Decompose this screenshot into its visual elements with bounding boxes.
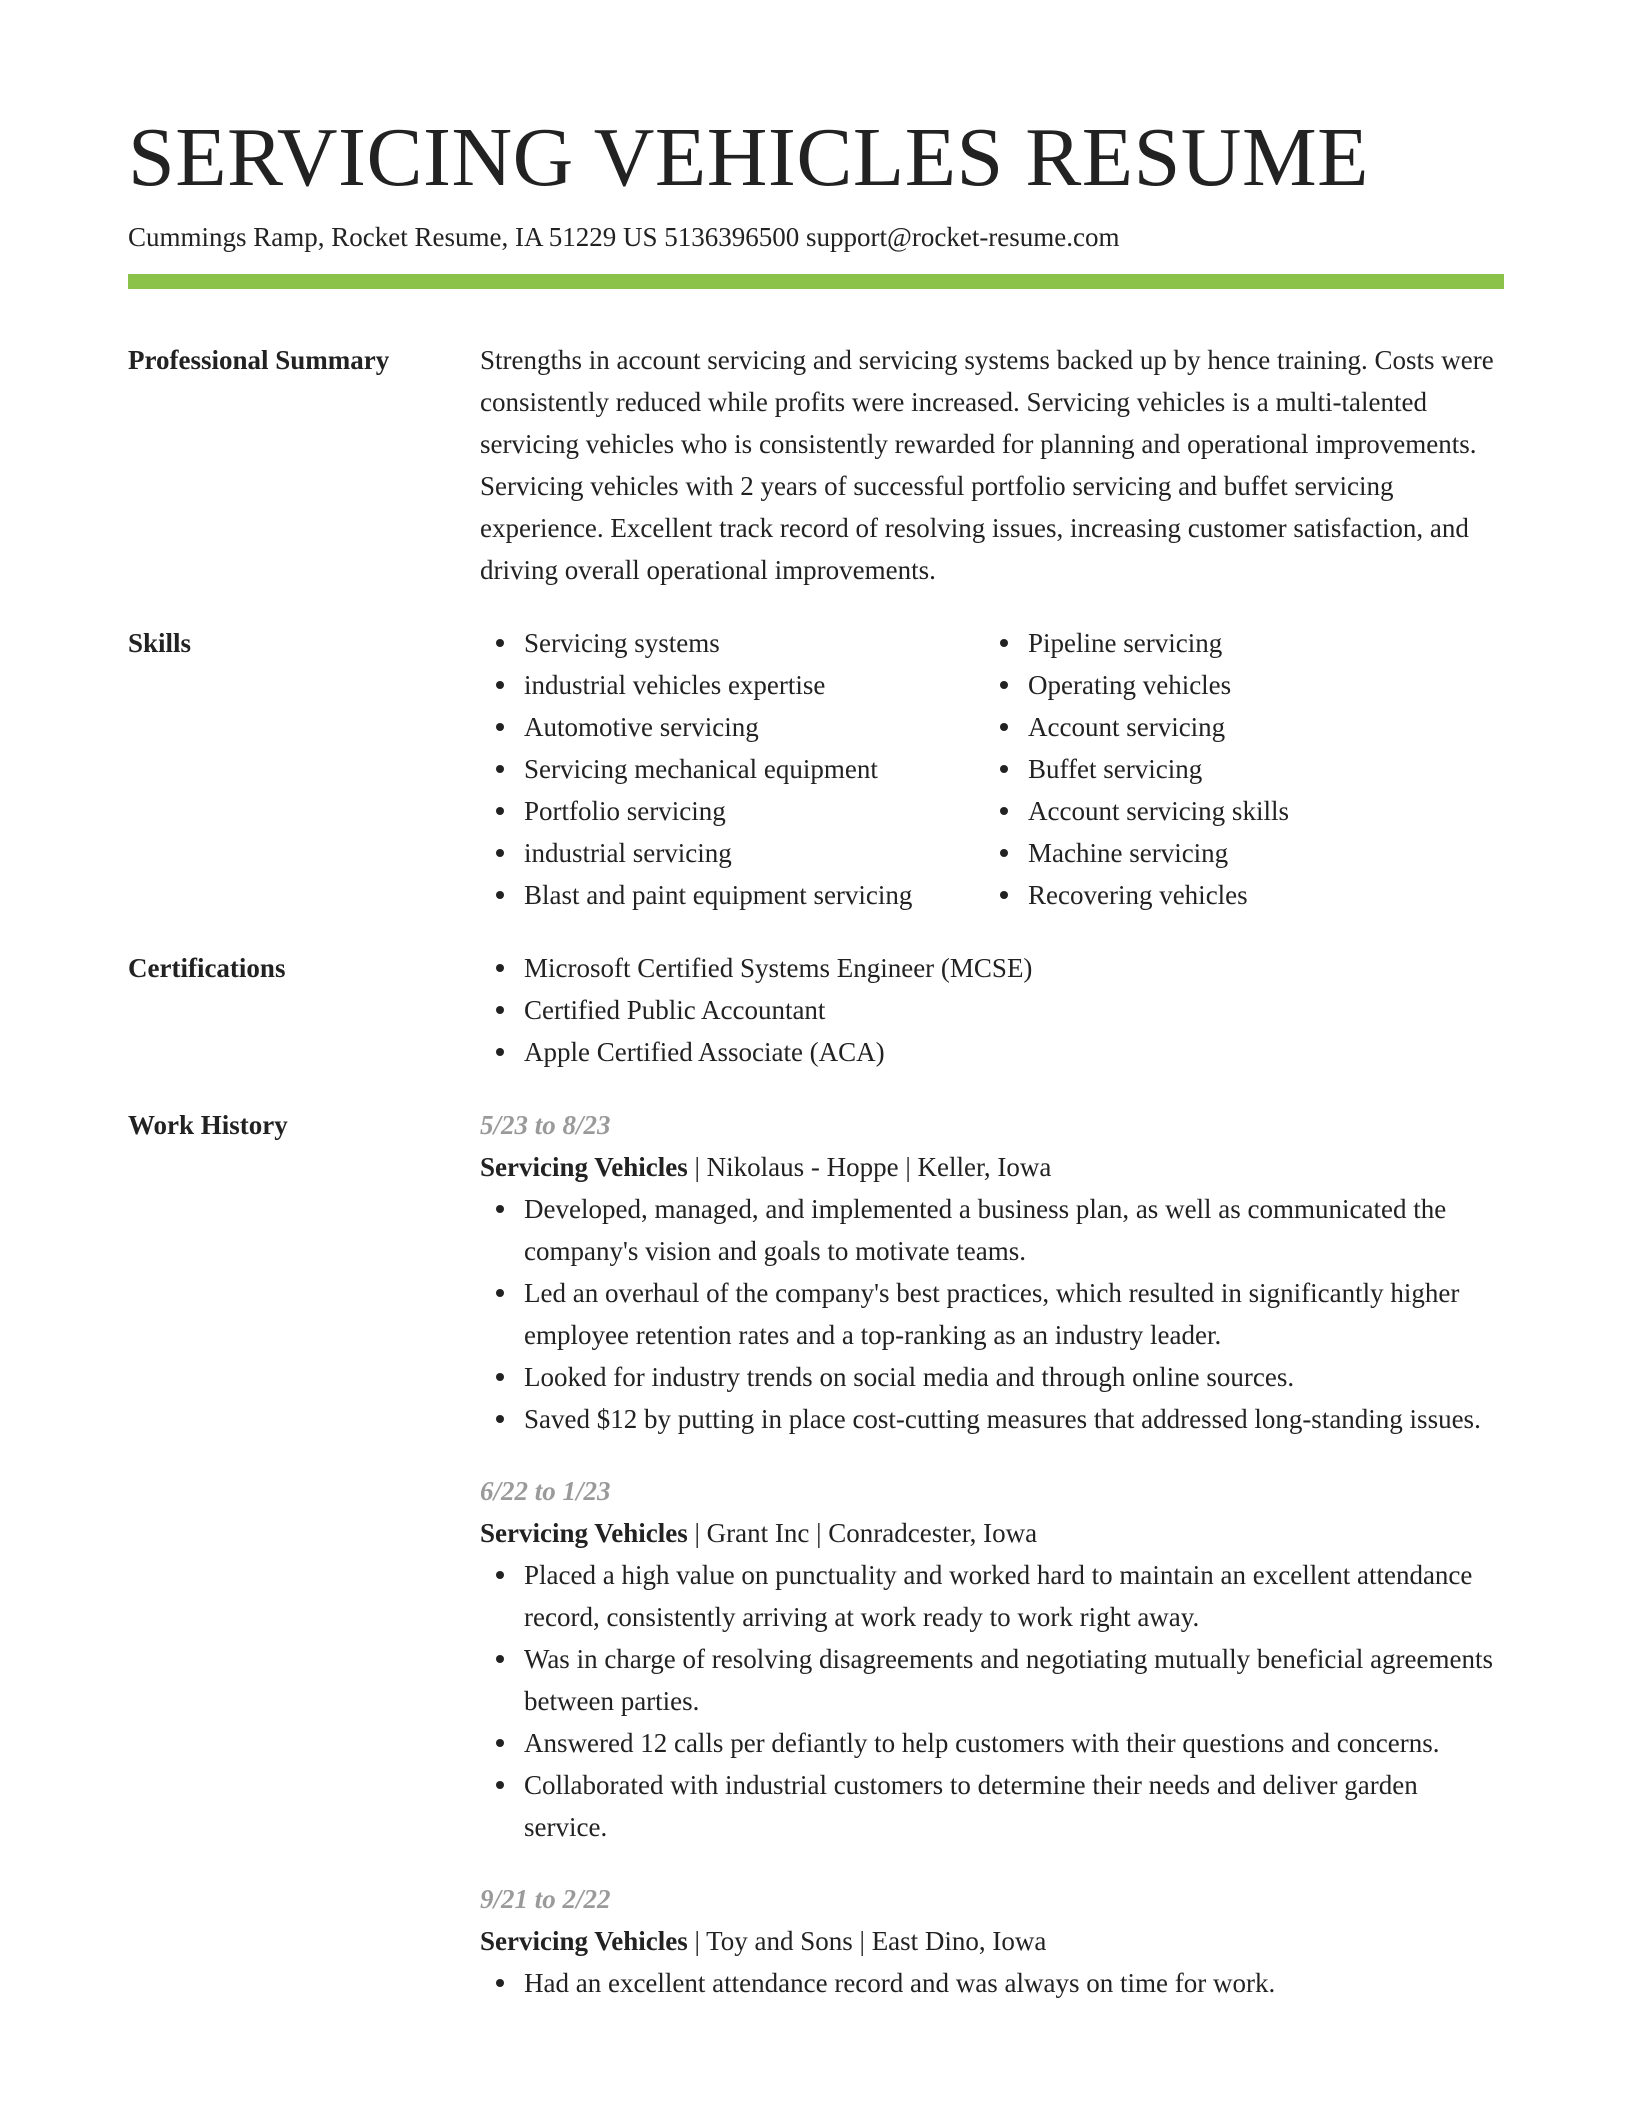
skill-item: industrial vehicles expertise bbox=[524, 664, 984, 706]
certifications-label: Certifications bbox=[128, 953, 286, 984]
job-company-location: | Grant Inc | Conradcester, Iowa bbox=[687, 1518, 1038, 1549]
job-bullet: Saved $12 by putting in place cost-cutting measures that addressed long-standing issues. bbox=[524, 1398, 1504, 1440]
job-bullet-list bbox=[480, 1962, 1504, 2004]
skills-section bbox=[128, 622, 1504, 916]
certification-item: Certified Public Accountant bbox=[524, 989, 1504, 1031]
skills-label: Skills bbox=[128, 628, 192, 659]
skill-item: Recovering vehicles bbox=[1028, 874, 1504, 916]
skills-list-left bbox=[480, 622, 984, 916]
work-history-section bbox=[128, 1104, 1504, 2004]
skill-item: Account servicing skills bbox=[1028, 790, 1504, 832]
resume-title: SERVICING VEHICLES RESUME bbox=[128, 111, 1369, 204]
job-date: 9/21 to 2/22 bbox=[480, 1884, 611, 1915]
job-bullet: Led an overhaul of the company's best practices, which resulted in significantly higher employee retention rates and a top-ranking as an industry leader. bbox=[524, 1272, 1504, 1356]
skills-column-right bbox=[984, 622, 1504, 916]
skill-item: Servicing mechanical equipment bbox=[524, 748, 984, 790]
certifications-section bbox=[128, 947, 1504, 1073]
job-bullet-list bbox=[480, 1554, 1504, 1848]
certifications-list bbox=[480, 947, 1504, 1073]
job-bullet-list bbox=[480, 1188, 1504, 1440]
summary-text: Strengths in account servicing and servicing systems backed up by hence training. Costs were consistently reduced while profits were increased. Servicing vehicles is a multi-talented servicing vehicles who is consistently rewarded for planning and operational improvements. Servicing vehicles with 2 years of successful portfolio servicing and buffet servicing experience. Excellent track record of resolving issues, increasing customer satisfaction, and driving overall operational improvements. bbox=[480, 345, 1494, 586]
job-role: Servicing Vehicles bbox=[480, 1152, 688, 1183]
accent-divider bbox=[128, 274, 1504, 289]
summary-body bbox=[480, 339, 1504, 591]
certification-item: Microsoft Certified Systems Engineer (MCSE) bbox=[524, 947, 1504, 989]
certification-item: Apple Certified Associate (ACA) bbox=[524, 1031, 1504, 1073]
skill-item: Blast and paint equipment servicing bbox=[524, 874, 984, 916]
job-entry bbox=[480, 1104, 1504, 1440]
skill-item: Portfolio servicing bbox=[524, 790, 984, 832]
job-heading bbox=[480, 1920, 1504, 1962]
work-history-body bbox=[480, 1104, 1504, 2004]
job-bullet: Had an excellent attendance record and was always on time for work. bbox=[524, 1962, 1504, 2004]
skill-item: Automotive servicing bbox=[524, 706, 984, 748]
job-bullet: Collaborated with industrial customers to determine their needs and deliver garden service. bbox=[524, 1764, 1504, 1848]
skill-item: Operating vehicles bbox=[1028, 664, 1504, 706]
job-role: Servicing Vehicles bbox=[480, 1518, 688, 1549]
skill-item: industrial servicing bbox=[524, 832, 984, 874]
job-company-location: | Nikolaus - Hoppe | Keller, Iowa bbox=[687, 1152, 1052, 1183]
job-role: Servicing Vehicles bbox=[480, 1926, 688, 1957]
summary-section bbox=[128, 339, 1504, 591]
skills-column-left bbox=[480, 622, 984, 916]
skill-item: Pipeline servicing bbox=[1028, 622, 1504, 664]
job-heading bbox=[480, 1512, 1504, 1554]
job-entry bbox=[480, 1878, 1504, 2004]
skill-item: Machine servicing bbox=[1028, 832, 1504, 874]
skill-item: Buffet servicing bbox=[1028, 748, 1504, 790]
job-date: 6/22 to 1/23 bbox=[480, 1476, 611, 1507]
job-entry bbox=[480, 1470, 1504, 1848]
skills-body bbox=[480, 622, 1504, 916]
certifications-body bbox=[480, 947, 1504, 1073]
skills-list-right bbox=[984, 622, 1504, 916]
skill-item: Account servicing bbox=[1028, 706, 1504, 748]
contact-line: Cummings Ramp, Rocket Resume, IA 51229 US 5136396500 support@rocket-resume.com bbox=[128, 222, 1120, 253]
work-history-label: Work History bbox=[128, 1110, 288, 1141]
job-bullet: Was in charge of resolving disagreements and negotiating mutually beneficial agreements between parties. bbox=[524, 1638, 1504, 1722]
job-heading bbox=[480, 1146, 1504, 1188]
job-bullet: Answered 12 calls per defiantly to help customers with their questions and concerns. bbox=[524, 1722, 1504, 1764]
summary-label: Professional Summary bbox=[128, 345, 390, 376]
skill-item: Servicing systems bbox=[524, 622, 984, 664]
job-bullet: Developed, managed, and implemented a business plan, as well as communicated the company's vision and goals to motivate teams. bbox=[524, 1188, 1504, 1272]
job-company-location: | Toy and Sons | East Dino, Iowa bbox=[687, 1926, 1047, 1957]
job-bullet: Placed a high value on punctuality and worked hard to maintain an excellent attendance record, consistently arriving at work ready to work right away. bbox=[524, 1554, 1504, 1638]
job-date: 5/23 to 8/23 bbox=[480, 1110, 611, 1141]
job-bullet: Looked for industry trends on social media and through online sources. bbox=[524, 1356, 1504, 1398]
